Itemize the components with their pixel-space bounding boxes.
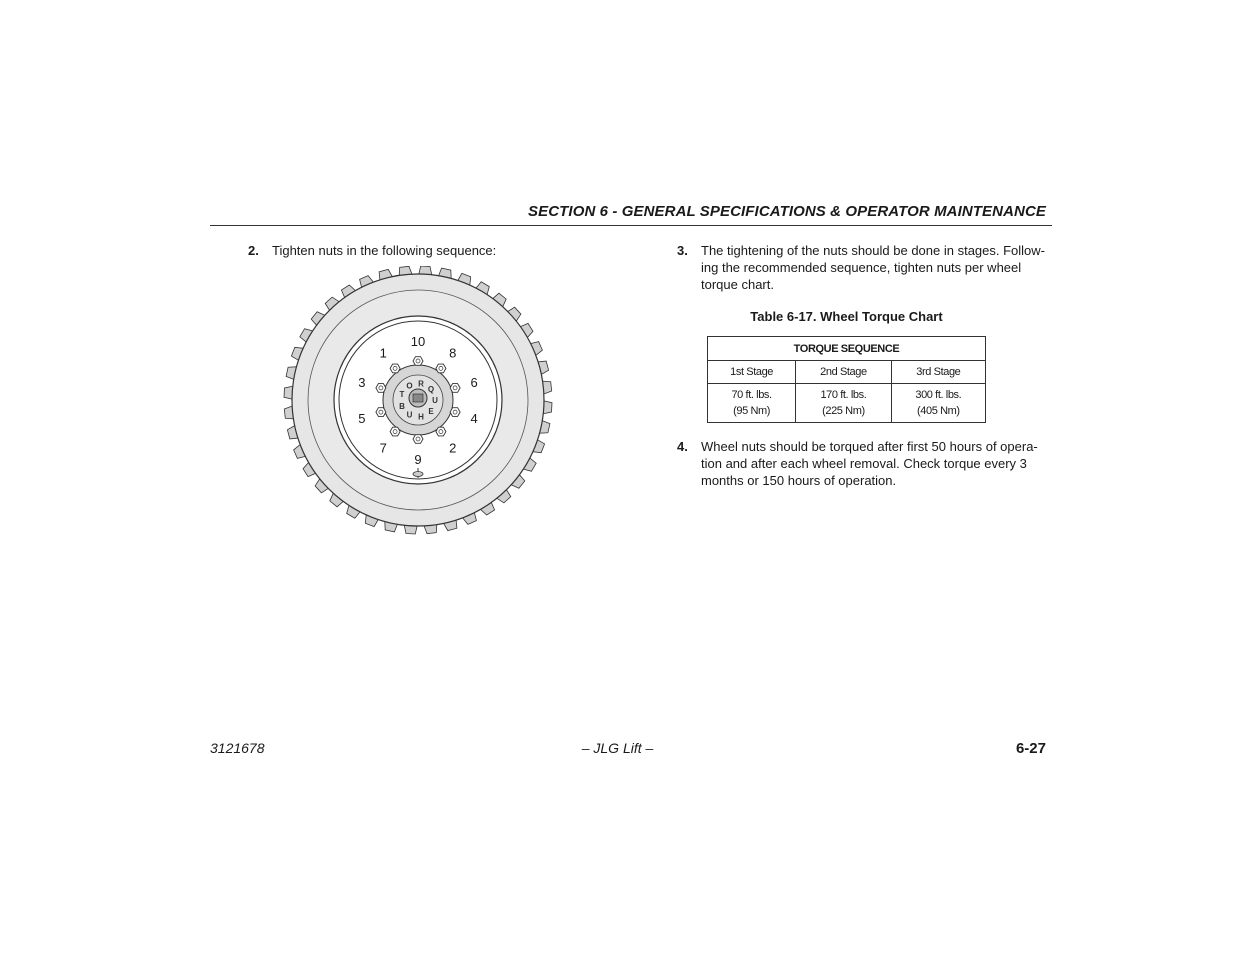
step-number: 3.: [677, 243, 688, 258]
lug-nut: [376, 384, 386, 393]
value-nm: (225 Nm): [822, 405, 865, 417]
page-header: [210, 203, 1052, 226]
stage-2-value: [796, 384, 892, 423]
stage-1-header: 1st Stage: [708, 361, 796, 384]
stage-2-header: 2nd Stage: [796, 361, 892, 384]
wheel-torque-table: [707, 336, 986, 423]
stage-3-value: [891, 384, 985, 423]
table-header: TORQUE SEQUENCE: [708, 337, 986, 361]
hub-letter: O: [406, 381, 413, 391]
lug-nut: [413, 435, 423, 444]
hub-letter: U: [432, 396, 438, 405]
step-text: Tighten nuts in the following sequence:: [272, 243, 497, 258]
stage-1-value: [708, 384, 796, 423]
hub-letter: T: [399, 390, 405, 400]
wheel-illustration: [282, 266, 554, 538]
value-nm: (95 Nm): [733, 405, 771, 417]
value-nm: (405 Nm): [917, 405, 960, 417]
lug-nut: [450, 408, 460, 417]
lug-nut: [436, 427, 446, 436]
hub-letter: Q: [427, 385, 435, 395]
lug-nut: [450, 384, 460, 393]
lug-nut: [436, 364, 446, 373]
lug-nut: [390, 364, 400, 373]
hub-center-nut: [413, 394, 423, 402]
sequence-number: 6: [470, 374, 478, 390]
value-ftlbs: 70 ft. lbs.: [731, 389, 772, 401]
hub-letter: U: [406, 410, 413, 420]
lug-nut: [413, 357, 423, 366]
document-number: 3121678: [210, 740, 265, 756]
hub-letter: R: [418, 379, 424, 389]
section-title: SECTION 6 - GENERAL SPECIFICATIONS & OPERATOR MAINTENANCE: [528, 203, 1046, 220]
sequence-number: 8: [449, 345, 457, 361]
sequence-number: 7: [379, 440, 387, 456]
hub-letter: H: [418, 412, 424, 422]
sequence-number: 5: [358, 411, 366, 427]
step-text: The tightening of the nuts should be done in stages. Follow-ing the recommended sequence, tighten nuts per wheel torque chart.: [701, 243, 1045, 292]
hub-letter: B: [399, 401, 405, 411]
sequence-number: 4: [470, 411, 478, 427]
step-number: 2.: [248, 243, 259, 258]
sequence-number: 1: [379, 345, 387, 361]
page-number: 6-27: [1015, 740, 1046, 757]
sequence-number: 2: [449, 440, 457, 456]
step-text: Wheel nuts should be torqued after first 50 hours of opera-tion and after each wheel removal. Check torque every 3 months or 150 hours of operation.: [701, 439, 1038, 488]
hub-letter: E: [428, 406, 434, 416]
value-ftlbs: 170 ft. lbs.: [820, 389, 867, 401]
value-ftlbs: 300 ft. lbs.: [915, 389, 962, 401]
sequence-number: 10: [410, 334, 426, 349]
lug-nut: [390, 427, 400, 436]
footer-brand: – JLG Lift –: [581, 740, 654, 756]
wheel-lug-nut-sequence-figure: [282, 266, 554, 538]
sequence-number: 9: [414, 452, 422, 467]
stage-3-header: 3rd Stage: [891, 361, 985, 384]
step-number: 4.: [677, 439, 688, 454]
table-caption: Table 6-17. Wheel Torque Chart: [750, 309, 943, 324]
sequence-number: 3: [358, 374, 366, 390]
lug-nut: [376, 408, 386, 417]
